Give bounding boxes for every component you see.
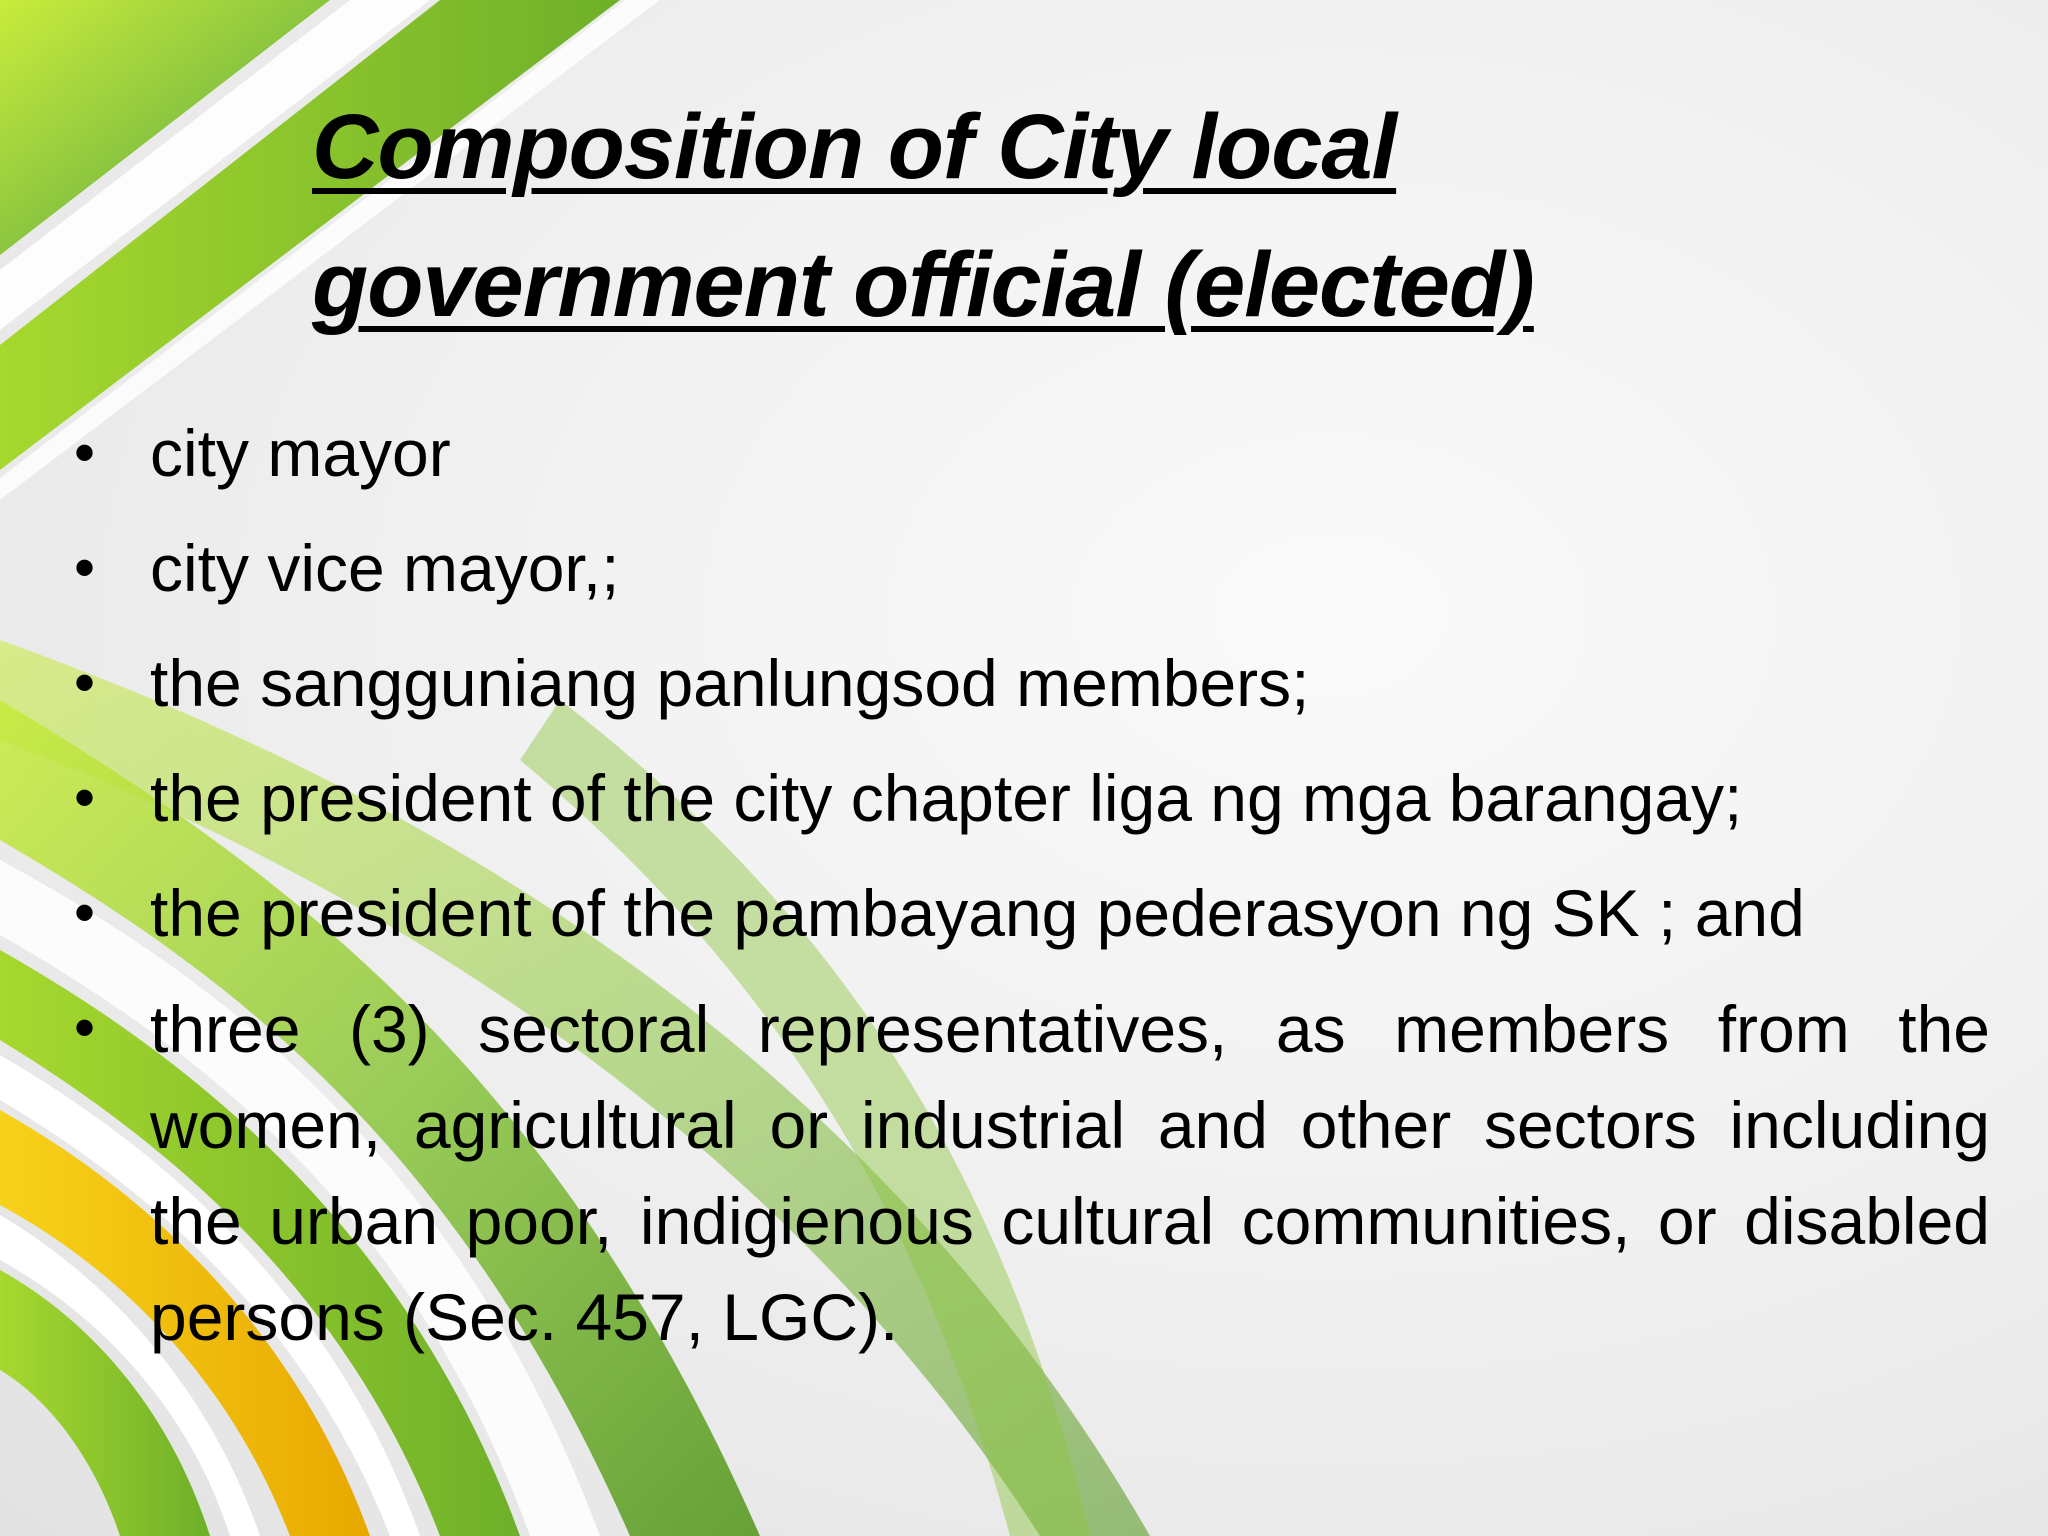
bullet-icon: • — [74, 649, 96, 716]
bullet-icon: • — [74, 419, 96, 486]
title-line-2: government official (elected) — [312, 234, 1534, 336]
bullet-icon: • — [74, 534, 96, 601]
list-item — [70, 981, 1990, 1365]
list-item-text: the sangguniang panlungsod members; — [150, 646, 1310, 720]
list-item-text: city mayor — [150, 416, 451, 490]
list-item — [70, 751, 1990, 845]
title-line-1: Composition of City local — [312, 96, 1397, 198]
list-item — [70, 866, 1990, 960]
slide-title — [312, 78, 1912, 354]
list-item-text: the president of the pambayang pederasyon ng SK ; and — [150, 876, 1805, 950]
list-item — [70, 521, 1990, 615]
list-item-text: city vice mayor,; — [150, 531, 620, 605]
bullet-list — [70, 406, 1990, 1386]
list-item — [70, 636, 1990, 730]
bullet-icon: • — [74, 764, 96, 831]
list-item — [70, 406, 1990, 500]
bullet-icon: • — [74, 879, 96, 946]
list-item-text: three (3) sectoral representatives, as members from the women, agricultural or industrial and other sectors including the urban poor, indigienous cultural communities, or disabled persons (Sec. 457, LGC). — [150, 992, 1990, 1354]
bullet-icon: • — [74, 994, 96, 1061]
list-item-text: the president of the city chapter liga ng mga barangay; — [150, 761, 1743, 835]
